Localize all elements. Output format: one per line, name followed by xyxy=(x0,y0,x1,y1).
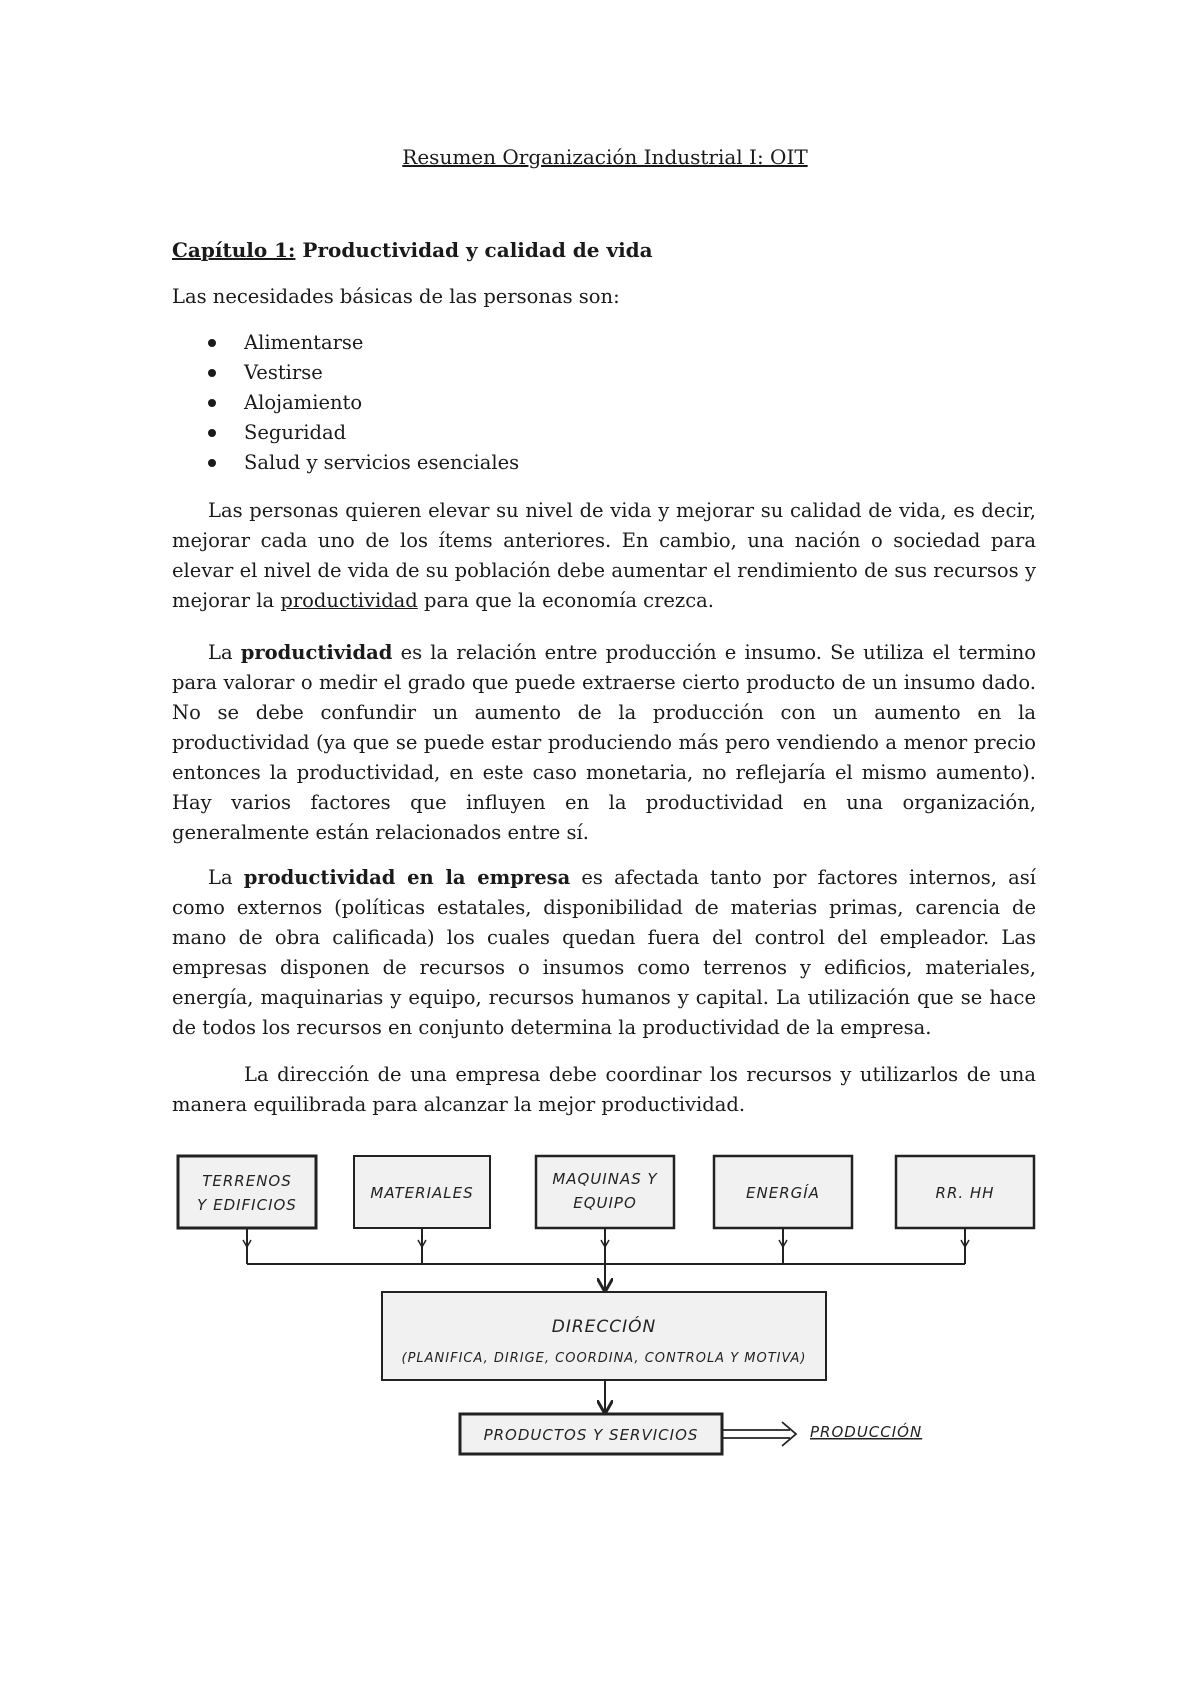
list-item: Vestirse xyxy=(172,358,519,388)
input-label: RR. HH xyxy=(935,1184,995,1202)
paragraph-text: La xyxy=(208,866,244,889)
chapter-heading xyxy=(172,235,653,265)
paragraph-text: La xyxy=(208,641,241,664)
direction-title: DIRECCIÓN xyxy=(551,1317,657,1337)
underlined-term: productividad xyxy=(280,589,418,612)
input-label: EQUIPO xyxy=(573,1194,637,1212)
bold-term: productividad en la empresa xyxy=(243,866,571,889)
paragraph-quality-of-life xyxy=(172,496,1036,616)
paragraph-direction: La dirección de una empresa debe coordinar los recursos y utilizarlos de una manera equilibrada para alcanzar la mejor productividad. xyxy=(172,1063,1036,1116)
input-label: MAQUINAS Y xyxy=(552,1170,658,1188)
chapter-number: Capítulo 1: xyxy=(172,238,296,262)
double-arrow xyxy=(722,1422,796,1446)
paragraph-text: Las personas quieren elevar su nivel de vida y mejorar su calidad de vida, es decir, mejorar cada uno de los ítems anteriores. En cambio, una nación o sociedad para elevar el nivel de vida de su población debe aumentar el rendimiento de sus recursos y mejorar la xyxy=(172,499,1036,612)
input-label: MATERIALES xyxy=(370,1184,474,1202)
input-box-terrenos xyxy=(178,1156,316,1228)
input-box-energia xyxy=(714,1156,852,1228)
needs-intro: Las necesidades básicas de las personas son: xyxy=(172,285,620,308)
input-label: Y EDIFICIOS xyxy=(197,1196,297,1214)
list-item: Alimentarse xyxy=(172,328,519,358)
output-box xyxy=(460,1414,722,1454)
input-connectors xyxy=(247,1228,965,1290)
list-item: Seguridad xyxy=(172,418,519,448)
output-label: PRODUCTOS Y SERVICIOS xyxy=(483,1426,699,1444)
document-title: Resumen Organización Industrial I: OIT xyxy=(402,145,808,169)
direction-subtitle: (PLANIFICA, DIRIGE, COORDINA, CONTROLA Y MOTIVA) xyxy=(401,1351,807,1366)
paragraph-text: es afectada tanto por factores internos, así como externos (políticas estatales, disponibilidad de materias primas, carencia de mano de obra calificada) los cuales quedan fuera del control del empleador. Las empresas disponen de recursos o insumos como terrenos y edificios, materiales, energía, maquinarias y equipo, recursos humanos y capital. La utilización que se hace de todos los recursos en conjunto determina la productividad de la empresa. xyxy=(172,866,1036,1039)
paragraph-text: para que la economía crezca. xyxy=(417,589,714,612)
input-box-materiales xyxy=(354,1156,490,1228)
chapter-name: Productividad y calidad de vida xyxy=(302,238,653,262)
list-item: Alojamiento xyxy=(172,388,519,418)
paragraph-company-productivity xyxy=(172,863,1036,1043)
input-label: TERRENOS xyxy=(202,1172,292,1190)
direction-box xyxy=(382,1292,826,1380)
input-box-maquinas xyxy=(536,1156,674,1228)
bold-term: productividad xyxy=(240,641,393,664)
input-label: ENERGÍA xyxy=(746,1184,820,1202)
needs-list xyxy=(172,328,519,478)
productivity-diagram xyxy=(170,1148,1050,1488)
input-box-rrhh xyxy=(896,1156,1034,1228)
list-item: Salud y servicios esenciales xyxy=(172,448,519,478)
result-label: PRODUCCIÓN xyxy=(810,1423,923,1441)
paragraph-productivity xyxy=(172,638,1036,848)
paragraph-text: es la relación entre producción e insumo. Se utiliza el termino para valorar o medir el grado que puede extraerse cierto producto de un insumo dado. No se debe confundir un aumento de la producción con un aumento en la productividad (ya que se puede estar produciendo más pero vendiendo a menor precio entonces la productividad, en este caso monetaria, no reflejaría el mismo aumento). Hay varios factores que influyen en la productividad en una organización, generalmente están relacionados entre sí. xyxy=(172,641,1036,844)
